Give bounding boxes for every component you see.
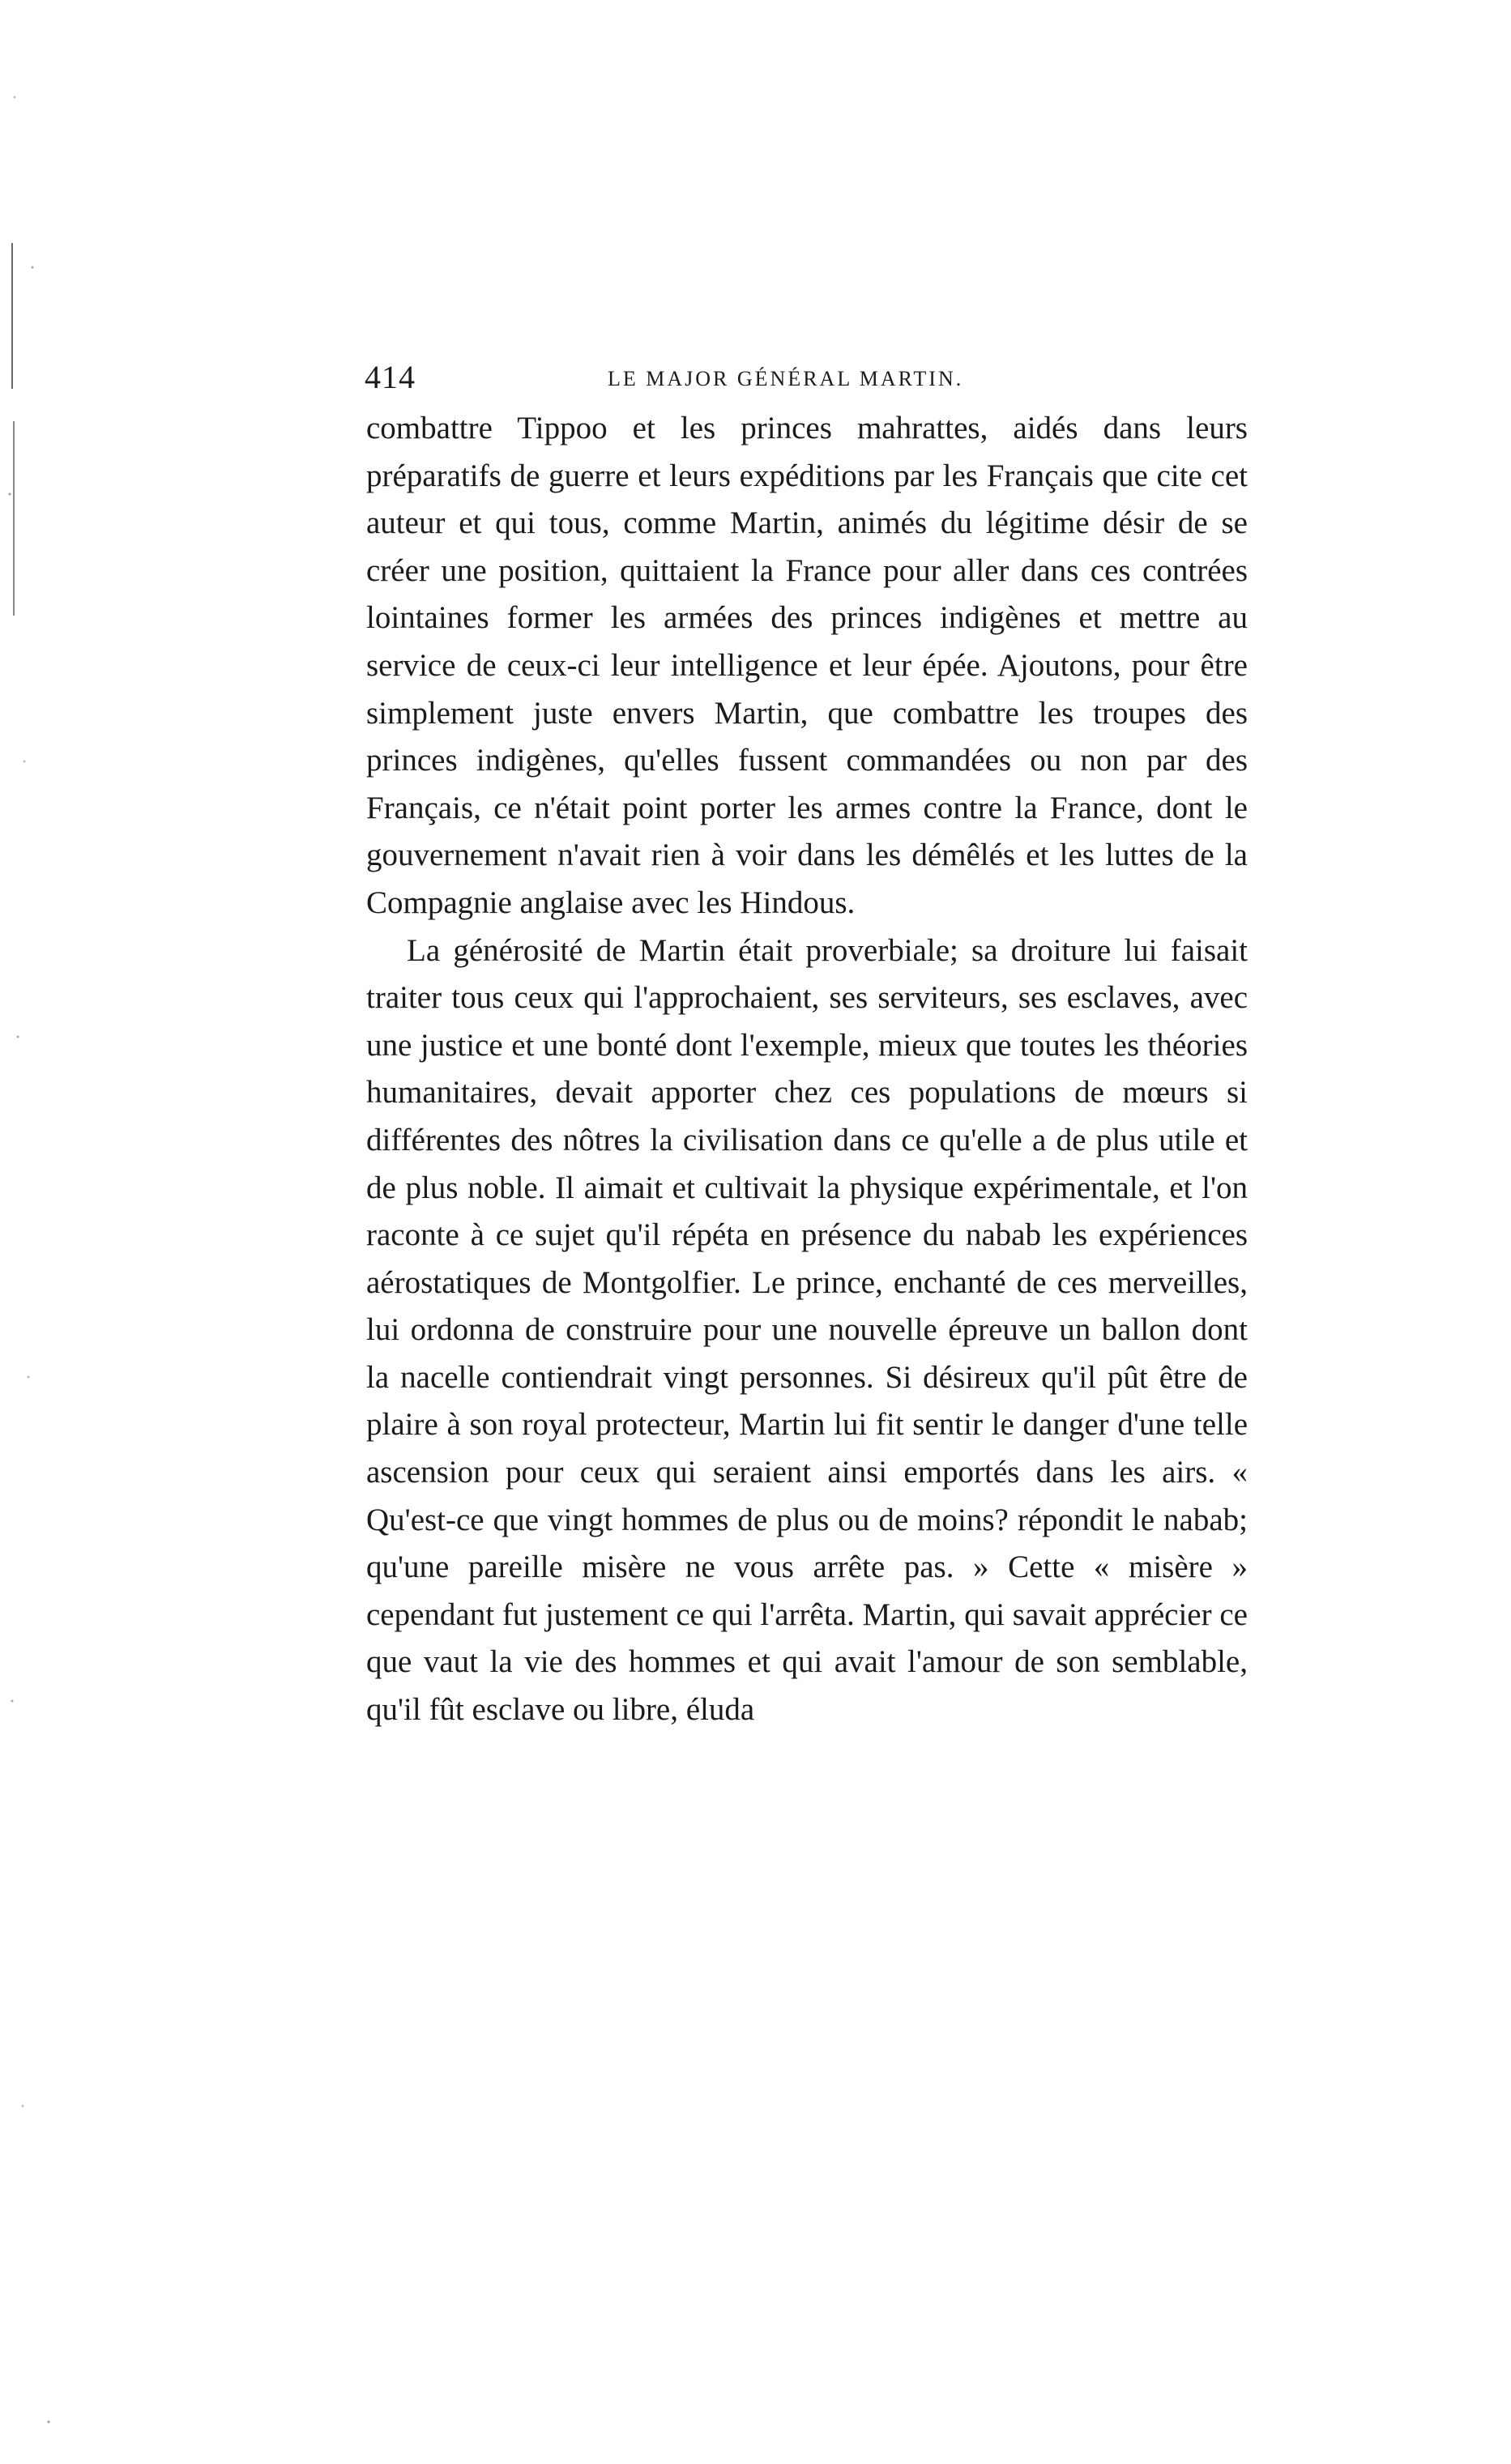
page-number: 414 [365, 359, 416, 395]
scan-edge-line [13, 421, 15, 616]
paragraph-continued: combattre Tippoo et les princes mahrattes, aidés dans leurs préparatifs de guerre et leurs expéditions par les Français que cite cet auteur et qui tous, comme Martin, animés du légitime désir de se créer une position, quittaient la France pour aller dans ces contrées lointaines former les armées des princes indigènes et mettre au service de ceux-ci leur intelligence et leur épée. Ajoutons, pour être simplement juste envers Martin, que combattre les troupes des princes indigènes, qu'elles fussent commandées ou non par des Français, ce n'était point porter les armes contre la France, dont le gouvernement n'avait rien à voir dans les démêlés et les luttes de la Compagnie anglaise avec les Hindous. [366, 411, 1248, 920]
running-header [365, 353, 1248, 402]
paragraph: La générosité de Martin était proverbiale; sa droiture lui faisait traiter tous ceux qui l'approchaient, ses serviteurs, ses esclaves, avec une justice et une bonté dont l'exemple, mieux que toutes les théories humanitaires, devait apporter chez ces populations de mœurs si différentes des nôtres la civilisation dans ce qu'elle a de plus utile et de plus noble. Il aimait et cultivait la physique expérimentale, et l'on raconte à ce sujet qu'il répéta en présence du nabab les expériences aérostatiques de Montgolfier. Le prince, enchanté de ces merveilles, lui ordonna de construire pour une nouvelle épreuve un ballon dont la nacelle contiendrait vingt personnes. Si désireux qu'il pût être de plaire à son royal protecteur, Martin lui fit sentir le danger d'une telle ascension pour ceux qui seraient ainsi emportés dans les airs. « Qu'est-ce que vingt hommes de plus ou de moins? répondit le nabab; qu'une pareille misère ne vous arrête pas. » Cette « misère » cependant fut justement ce qui l'arrêta. Martin, qui savait apprécier ce que vaut la vie des hommes et qui avait l'amour de son semblable, qu'il fût esclave ou libre, éluda [366, 932, 1248, 1728]
body-text [366, 405, 1248, 1734]
running-title: LE MAJOR GÉNÉRAL MARTIN. [608, 367, 964, 390]
scan-edge-line [11, 243, 13, 389]
scan-gutter-marks [0, 0, 89, 2464]
